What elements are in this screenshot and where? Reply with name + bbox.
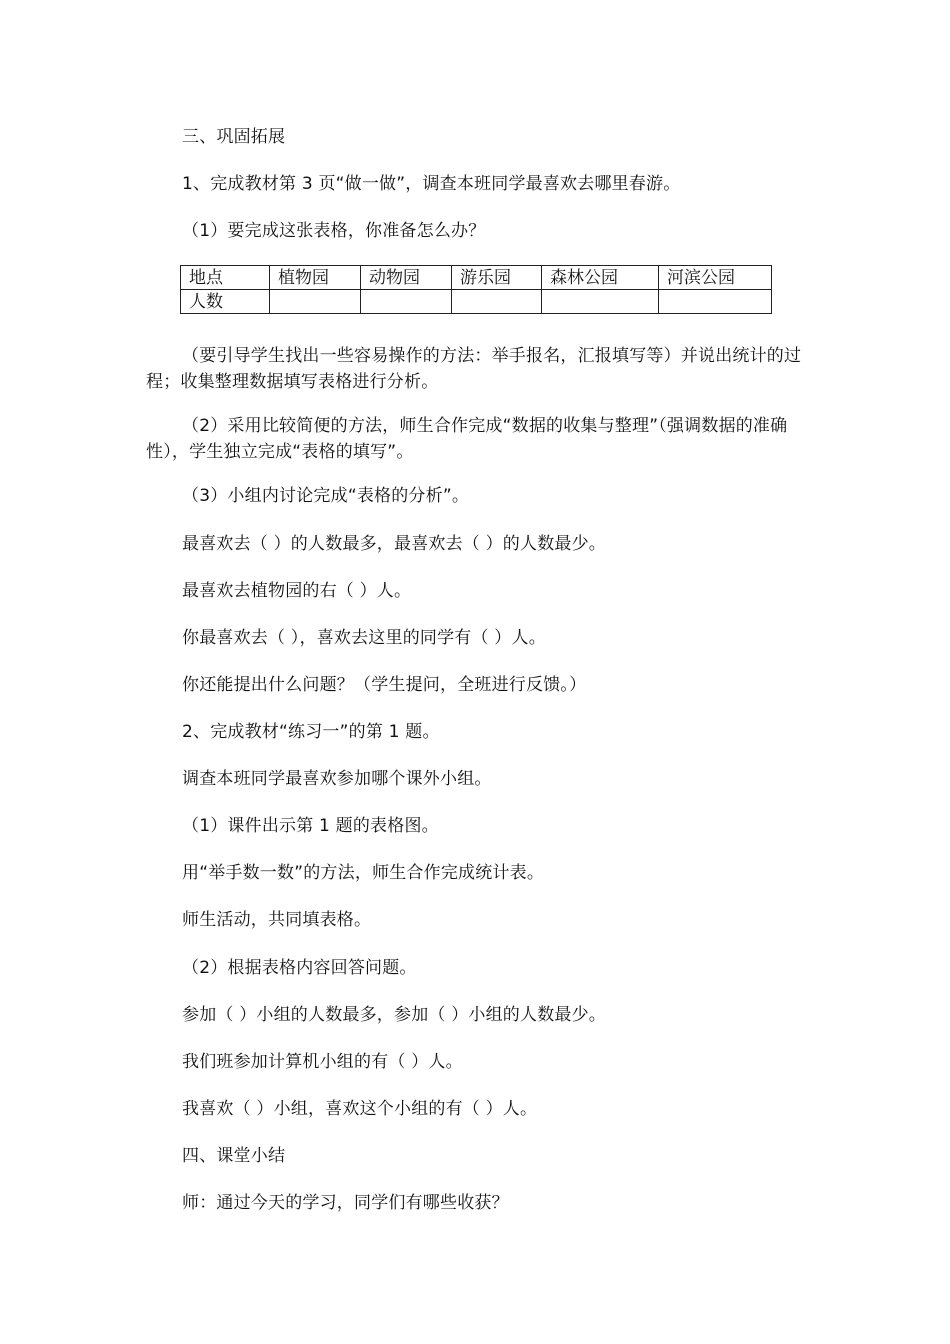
paragraph-text: （要引导学生找出一些容易操作的方法：举手报名，汇报填写等）并说出统计的过程；收集整理数据填写表格进行分析。 [146,346,802,392]
text-line: （2）根据表格内容回答问题。 [182,958,417,978]
section-heading-3: 三、巩固拓展 [182,127,286,147]
table-cell: 动物园 [361,266,452,290]
exercise-1-heading: 1、完成教材第 3 页“做一做”，调查本班同学最喜欢去哪里春游。 [182,174,681,194]
table-cell [361,290,452,314]
section-heading-4: 四、课堂小结 [182,1146,286,1166]
spring-outing-survey-table [180,265,772,314]
text-line: 师生活动，共同填表格。 [182,910,372,930]
paragraph-method [146,343,808,395]
text-line: 我们班参加计算机小组的有（ ）人。 [182,1052,463,1072]
table-cell [542,290,659,314]
table-cell: 地点 [181,266,270,290]
text-line: 用“举手数一数”的方法，师生合作完成统计表。 [182,863,545,883]
text-line: 师：通过今天的学习，同学们有哪些收获？ [182,1193,509,1213]
table-cell: 河滨公园 [659,266,772,290]
table-cell: 人数 [181,290,270,314]
text-line: 调查本班同学最喜欢参加哪个课外小组。 [182,769,492,789]
text-line: 参加（ ）小组的人数最多，参加（ ）小组的人数最少。 [182,1005,607,1025]
question-3: （3）小组内讨论完成“表格的分析”。 [182,486,470,506]
table-cell [270,290,361,314]
text-line: 你还能提出什么问题？（学生提问，全班进行反馈。） [182,675,587,695]
paragraph-text: （2）采用比较简便的方法，师生合作完成“数据的收集与整理”（强调数据的准确性），学生独立完成“表格的填写”。 [146,416,788,462]
text-line: 你最喜欢去（ ），喜欢去这里的同学有（ ）人。 [182,628,546,648]
table-header-row [181,266,772,290]
table-cell: 植物园 [270,266,361,290]
text-line: 最喜欢去（ ）的人数最多，最喜欢去（ ）的人数最少。 [182,534,607,554]
table-cell: 森林公园 [542,266,659,290]
question-1: （1）要完成这张表格，你准备怎么办？ [182,221,486,241]
table-cell [659,290,772,314]
paragraph-step-2 [146,413,808,465]
table-cell [452,290,542,314]
exercise-2-heading: 2、完成教材“练习一”的第 1 题。 [182,722,440,742]
text-line: （1）课件出示第 1 题的表格图。 [182,816,439,836]
table-cell: 游乐园 [452,266,542,290]
text-line: 我喜欢（ ）小组，喜欢这个小组的有（ ）人。 [182,1099,538,1119]
text-line: 最喜欢去植物园的右（ ）人。 [182,581,412,601]
table-row [181,290,772,314]
